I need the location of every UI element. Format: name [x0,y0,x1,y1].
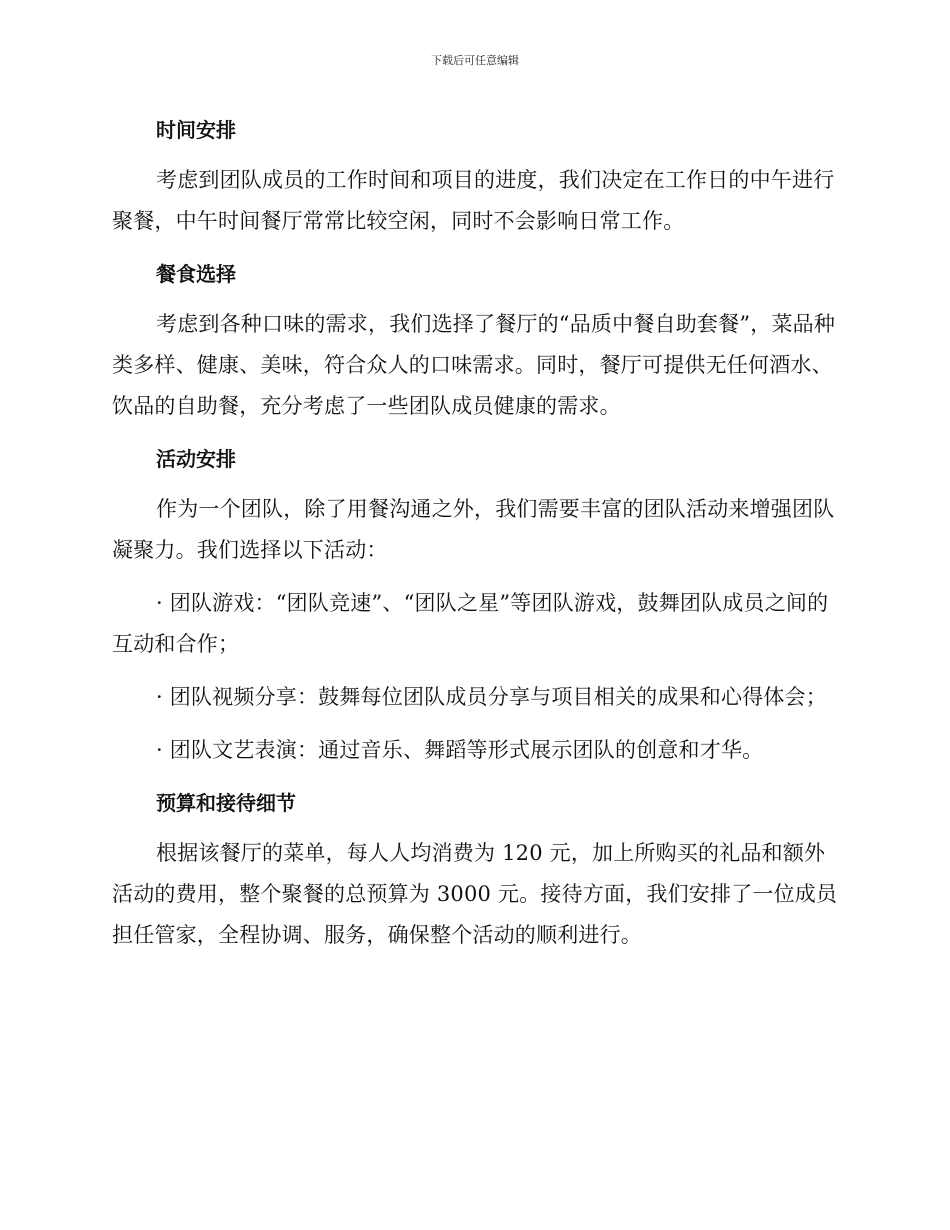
list-item-performance: · 团队文艺表演：通过音乐、舞蹈等形式展示团队的创意和才华。 [156,738,764,762]
section-heading-meal: 餐食选择 [156,262,236,286]
section-heading-budget: 预算和接待细节 [156,791,296,815]
list-item-video-sharing: · 团队视频分享：鼓舞每位团队成员分享与项目相关的成果和心得体会； [156,685,827,709]
list-item-team-games: · 团队游戏：“团队竞速”、“团队之星”等团队游戏，鼓舞团队成员之间的互动和合作； [112,591,829,656]
page-header: 下载后可任意编辑 [431,54,519,67]
section-heading-activities: 活动安排 [156,447,236,471]
paragraph-budget: 根据该餐厅的菜单，每人人均消费为 120 元，加上所购买的礼品和额外活动的费用，整个聚餐的总预算为 3000 元。接待方面，我们安排了一位成员担任管家，全程协调、服务，确保整个活动的顺利进行。 [112,841,838,947]
section-heading-schedule: 时间安排 [156,118,236,142]
paragraph-meal: 考虑到各种口味的需求，我们选择了餐厅的“品质中餐自助套餐”，菜品种类多样、健康、美味，符合众人的口味需求。同时，餐厅可提供无任何酒水、饮品的自助餐，充分考虑了一些团队成员健康的需求。 [112,312,836,418]
document-body [112,110,838,956]
paragraph-activities: 作为一个团队，除了用餐沟通之外，我们需要丰富的团队活动来增强团队凝聚力。我们选择以下活动： [112,497,835,562]
paragraph-schedule: 考虑到团队成员的工作时间和项目的进度，我们决定在工作日的中午进行聚餐，中午时间餐厅常常比较空闲，同时不会影响日常工作。 [112,168,835,233]
